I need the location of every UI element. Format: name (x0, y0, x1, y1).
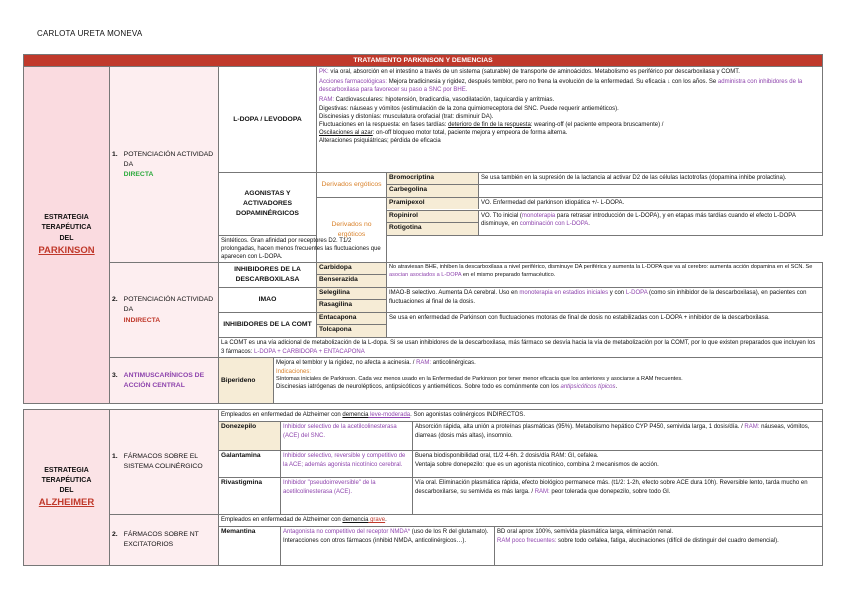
anti-details (219, 358, 823, 404)
done-pk-b: náuseas, vómitos, diarreas (dosis más altas), insomnio. (415, 424, 810, 439)
anti-ram: RAM: (416, 360, 432, 367)
drug-carbegolina: Carbegolina (387, 185, 479, 197)
chol-intro-hl: leve-moderada (368, 412, 411, 419)
drug-rotigotina: Rotigotina (387, 223, 478, 235)
anti-label: ANTIMUSCARÍNICOS DE ACCIÓN CENTRAL (123, 371, 205, 389)
ropi-b: para retrasar introducción de L-DOPA), y en etapas más tardías cuando el efecto L-DOPA disminuye, en (481, 213, 796, 228)
drug-entacapona: Entacapona (317, 313, 386, 325)
galantamina-mech: Inhibidor selectivo, reversible y competitivo de la ACE; además agonista nicotínico cerebral. (281, 451, 413, 477)
exc-intro (219, 515, 823, 527)
gala-pk2: Ventaja sobre donepezilo: que es un agonista nicotínico, combina 2 mecanismos de acción. (415, 461, 659, 468)
memantina-row (219, 527, 823, 566)
levodopa-details (317, 67, 823, 173)
memantina-pk (495, 527, 822, 565)
riva-ram: RAM: (534, 488, 550, 495)
ergot-label: Derivados ergóticos (317, 173, 387, 198)
ram-line-5u: Oscilaciones al azar (319, 129, 373, 136)
anti-category (110, 358, 219, 404)
chol-intro-u: demencia (342, 412, 369, 419)
agonists-label: AGONISTAS Y ACTIVADORES DOPAMINÉRGICOS (219, 173, 317, 236)
donepezilo-row (219, 422, 823, 451)
idc-drugs (317, 263, 387, 288)
imao-hl: monoterapia en estadios iniciales (519, 290, 609, 297)
actions-tag: Acciones farmacológicas: (319, 79, 388, 86)
chol-intro (219, 410, 823, 422)
ergot-row-2 (387, 185, 823, 198)
imao-a: IMAO-B selectivo. Aumenta DA cerebral. Uso en (389, 290, 520, 297)
ram-line-3: Discinesias y distonías: musculatura orofacial (trat: disminuir DA). (319, 113, 494, 120)
galantamina-row (219, 451, 823, 478)
ropinirol-desc (479, 211, 822, 235)
ram-line-1: Cardiovasculares: hipotensión, bradicardia, vasodilatación, taquicardia y arritmias. (334, 97, 555, 104)
ropi-hl2: combinación con L-DOPA (519, 221, 589, 228)
mema-ram: RAM poco frecuentes: (497, 537, 557, 544)
comt-note (219, 338, 823, 358)
direct-label: POTENCIACIÓN ACTIVIDAD DA (123, 150, 214, 168)
rivastigmina-mech: Inhibidor "pseudoirreversible" de la acetilcolinesterasa (ACE). (281, 478, 413, 514)
exc-intro-b: . (385, 517, 387, 524)
imao-label: IMAO (219, 288, 317, 313)
donepezilo-pk (413, 422, 822, 450)
actions-text: Mejora bradicinesia y rigidez, después temblor, pero no frena la evolución de la enfermedad. Su eficacia ↓ con los años. Se (387, 79, 718, 86)
comt-note-hl: L-DOPA + CARBIDOPA + ENTACAPONA (254, 348, 365, 355)
donepezilo-mech: Inhibidor selectivo de la acetilcolinesterasa (ACE) del SNC. (281, 422, 413, 450)
indirect-accent: INDIRECTA (123, 316, 161, 324)
drug-rasagilina: Rasagilina (317, 300, 386, 312)
chol-category (110, 410, 219, 515)
ram-line-2: Digestivas: náuseas y vómitos (estimulación de la zona quimiorreceptora del SNC. Puede requerir antieméticos). (319, 105, 619, 112)
idc-b: en el mismo preparado farmacéutico. (461, 272, 556, 278)
gala-pk1: Buena biodisponibilidad oral, t1/2 4-6h. 2 dosis/día RAM: GI, cefalea. (415, 453, 599, 460)
indirect-category (110, 263, 219, 358)
direct-num: 1. (112, 150, 118, 158)
ropi-c: . (588, 221, 590, 228)
memantina-mech (281, 527, 495, 565)
rivastigmina-pk (413, 478, 822, 514)
chol-label: FÁRMACOS SOBRE EL SISTEMA COLINÉRGICO (123, 453, 203, 471)
table-title: TRATAMIENTO PARKINSON Y DEMENCIAS (24, 55, 823, 67)
drug-memantina: Memantina (219, 527, 281, 565)
anti-l3hl: antipsicóticos típicos (560, 384, 616, 391)
imao-b: y con (608, 290, 626, 297)
ram-line-4a: Fluctuaciones en la respuesta: en fases tardías: (319, 121, 449, 128)
drug-pramipexol: Pramipexol (387, 198, 479, 209)
ergot-row-1 (387, 173, 823, 185)
levodopa-label: L-DOPA / LEVODOPA (219, 67, 317, 173)
ergot-desc: Se usa también en la supresión de la lactancia al activar D2 de las células lactotrofas (dopamina inhibe prolactina). (481, 175, 787, 182)
nonergot-row-2 (387, 211, 823, 236)
anti-l1b: anticolinérgicas. (431, 360, 476, 367)
nonergot-row-1 (387, 198, 823, 211)
parkinson-strategy (24, 67, 110, 404)
exc-label: FÁRMACOS SOBRE NT EXCITATORIOS (123, 531, 199, 549)
imao-c: (como sin inhibidor de la descarboxilasa), en pacientes con fluctuaciones al final de la dosis. (389, 290, 807, 305)
anti-l3b: . (615, 384, 618, 391)
ram-line-4u: deterioro de fin de la respuesta (448, 121, 531, 128)
anti-num: 3. (112, 371, 118, 379)
ropi-a: VO. Tto inicial ( (481, 213, 522, 220)
drug-ropinirol: Ropinirol (387, 211, 478, 223)
author-name: CARLOTA URETA MONEVA (37, 29, 143, 38)
riva-pk-a: Vía oral. Eliminación plasmática rápida, efecto biológico permanece más. (t1/2: 1-2h, efecto sobre ACE dura 10h). Reversible lento, tarda mucho en descarboxilarse, su semivida es más larga. / (415, 480, 808, 495)
ram-line-4b: : wearing-off (el paciente empeora bruscamente) / (530, 121, 664, 128)
drug-bromocriptina: Bromocriptina (387, 173, 479, 184)
alzheimer-strategy-label: ESTRATEGIA TERAPÉUTICA DEL (41, 466, 92, 495)
drug-benserazida: Benserazida (317, 275, 386, 287)
ram-line-6: Alteraciones psiquiátricas; pérdida de eficacia (319, 137, 441, 144)
drug-biperideno: Biperideno (219, 358, 274, 403)
drug-galantamina: Galantamina (219, 451, 281, 477)
drug-tolcapona: Tolcapona (317, 325, 386, 337)
idc-desc (387, 263, 823, 288)
drug-selegilina: Selegilina (317, 288, 386, 300)
parkinson-title: PARKINSON (38, 244, 95, 256)
drug-donezepilo: Donezepilo (219, 422, 281, 450)
chol-intro-a: Empleados en enfermedad de Alzheimer con (221, 412, 343, 419)
indirect-num: 2. (112, 296, 118, 304)
comt-note-a: La COMT es una vía adicional de metabolización de la L-dopa. Si se usan inhibidores de la descarboxilasa, más fármaco se desvía hacia la vía de metabolización por la COMT, por lo que existen preparados que incluyen los 3 fármacos: (221, 340, 816, 355)
mema-pk2: sobre todo cefalea, fatiga, alucinaciones (difícil de distinguir del cuadro demencial). (556, 537, 779, 544)
direct-accent: DIRECTA (123, 170, 154, 178)
chol-intro-b: . Son agonistas colinérgicos INDIRECTOS. (410, 412, 526, 419)
alzheimer-strategy (24, 410, 110, 566)
exc-intro-u: demencia (342, 517, 369, 524)
galantamina-pk (413, 451, 822, 477)
imao-drugs (317, 288, 387, 313)
anti-ind: Indicaciones: (276, 368, 312, 375)
done-pk-a: Absorción rápida, alta unión a proteínas plasmáticas (95%). Metabolismo hepático CYP P450, semivida larga, 1 dosis/día. / (415, 424, 745, 431)
comt-desc: Se usa en enfermedad de Parkinson con fluctuaciones motoras de final de dosis no estabilizadas con L-DOPA + inhibidor de la descarboxilasa. (387, 313, 823, 338)
alzheimer-title: ALZHEIMER (38, 497, 95, 509)
done-ram: RAM: (744, 424, 760, 431)
comt-drugs (317, 313, 387, 338)
anti-l3a: Discinesias iatrógenas de neurolépticos, antipsicóticos y antieméticos. Sobre todo es comúnmente con los (276, 384, 561, 391)
chol-num: 1. (112, 453, 118, 461)
idc-label: INHIBIDORES DE LA DESCARBOXILASA (219, 263, 317, 288)
sinteticos-note: Sintéticos. Gran afinidad por receptores D2. T1/2 prolongadas, hacen menos frecuentes las fluctuaciones que aparecen con L-DOPA. (219, 236, 387, 263)
indirect-label: POTENCIACIÓN ACTIVIDAD DA (123, 296, 214, 314)
idc-a: No atraviesan BHE, inhiben la descarboxilasa a nivel periférico, disminuye DA periférica y aumenta la L-DOPA que va al cerebro: aumenta acción dopamina en el SCN. Se (389, 264, 813, 271)
direct-category (110, 67, 219, 263)
parkinson-strategy-label: ESTRATEGIA TERAPÉUTICA DEL (41, 214, 92, 242)
imao-hl2: L-DOPA (625, 290, 648, 297)
pramipexol-desc: VO. Enfermedad del parkinson idiopática +/- L-DOPA. (481, 200, 625, 207)
mema-mech: (uso de los R del glutamato). Interacciones con otros fármacos (inhibid NMDA, anticolinérgicos…). (283, 529, 489, 544)
treatment-table (23, 54, 823, 566)
mema-hl: Antagonista no competitivo del receptor NMDA* (283, 529, 411, 536)
exc-num: 2. (112, 531, 118, 539)
exc-intro-a: Empleados en enfermedad de Alzheimer con (221, 517, 343, 524)
mema-pk1: BD oral aprox 100%, semivida plasmática larga, eliminación renal. (497, 529, 674, 536)
ram-line-5b: : on-off bloqueo motor total, paciente mejora y empeora de forma alterna. (372, 129, 568, 136)
pk-tag: PK: (319, 69, 329, 76)
riva-pk-b: peor tolerada que donepezilo, sobre todo GI. (549, 488, 671, 495)
idc-hl: asocian asociados a L-DOPA (389, 272, 462, 278)
rivastigmina-row (219, 478, 823, 515)
exc-intro-hl: grave (368, 517, 386, 524)
drug-carbidopa: Carbidopa (317, 263, 386, 275)
exc-category (110, 515, 219, 566)
nonergot-label: Derivados no ergóticos (317, 198, 387, 263)
anti-l2: Síntomas iniciales de Parkinson. Cada vez menos usado en la Enfermedad de Parkinson por tener menor eficacia que los anteriores y asociarse a RAM frecuentes. (276, 375, 683, 382)
anti-l1: Mejora el temblor y la rigidez, no afecta a acinesia. / (276, 360, 417, 367)
ram-tag: RAM: (319, 97, 334, 104)
pk-text: vía oral, absorción en el intestino a través de un sistema (saturable) de transporte de aminoácidos. Metabolismo es periférico por descarboxilasa y COMT. (328, 69, 740, 76)
drug-rivastigmina: Rivastigmina (219, 478, 281, 514)
actions-highlight: administra con inhibidores de la descarboxilasa para favorecer su paso a SNC por BHE. (319, 79, 803, 94)
ropi-hl: monoterapia (521, 213, 556, 220)
comt-label: INHIBIDORES DE LA COMT (219, 313, 317, 338)
imao-desc (387, 288, 823, 313)
